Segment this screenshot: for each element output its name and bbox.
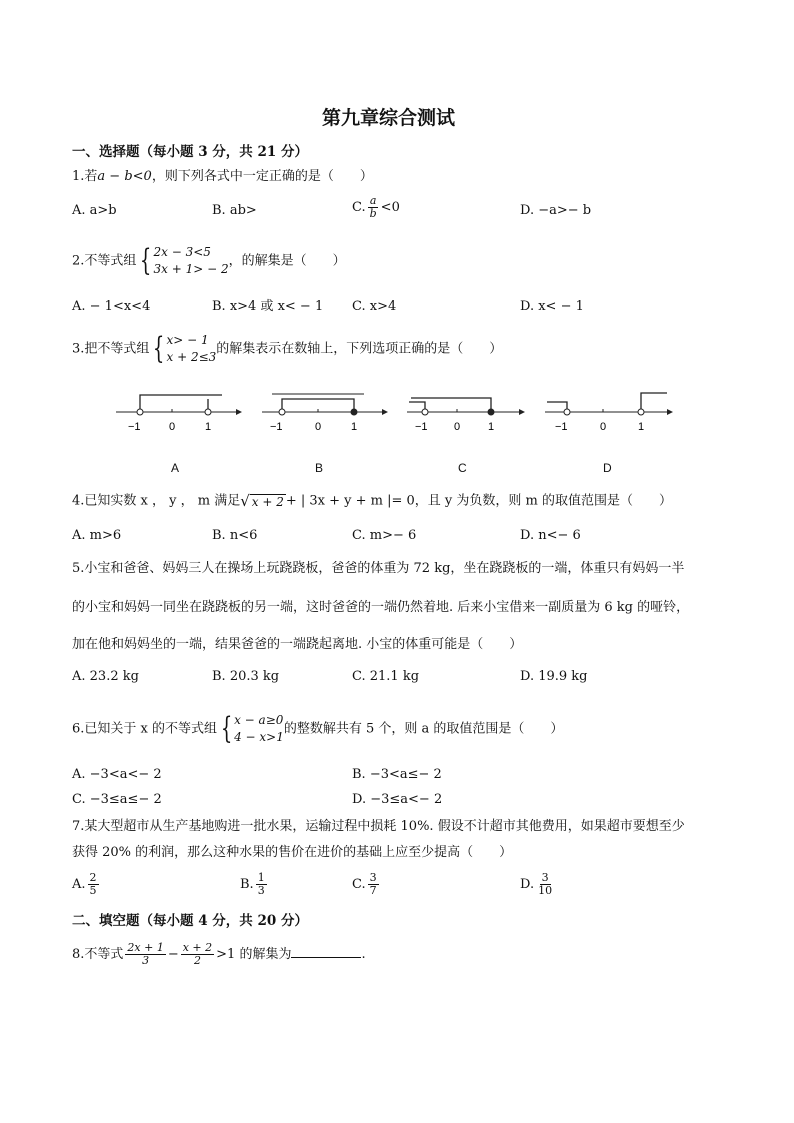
question-2-stem (72, 244, 346, 278)
q2-prefix: 2.不等式组 (72, 253, 137, 269)
q3a-tick-0: 0 (169, 421, 176, 433)
q1-c-tail: <0 (380, 200, 400, 215)
q8-fraction-2: $\frac{x + 2}{2}$ (182, 941, 213, 967)
q4-sqrt: √ x + 2 (240, 492, 284, 510)
q8-minus: − (167, 947, 179, 962)
q3-numberline-a[interactable] (112, 385, 242, 435)
q1-expr: a − b<0 (97, 169, 152, 184)
q3c-tick-neg1: −1 (415, 421, 428, 433)
q3-suffix: 的解集表示在数轴上，下列选项正确的是（ ） (216, 341, 503, 357)
q7-option-d[interactable]: D. $\frac{3}{10}$ (520, 871, 553, 897)
q5-option-b[interactable]: B. 20.3 kg (212, 669, 280, 684)
q3-label-a: A (171, 461, 180, 475)
q8-fraction-1: $\frac{2x + 1}{3}$ (127, 941, 164, 967)
question-8-stem (72, 942, 366, 967)
q3b-tick-0: 0 (315, 421, 322, 433)
q1-option-b[interactable]: B. ab> (212, 203, 257, 218)
q3-numberline-c[interactable] (405, 385, 525, 435)
q7-b-fraction: $\frac{1}{3}$ (257, 871, 265, 897)
q2-option-c[interactable]: C. x>4 (352, 299, 397, 314)
q4-option-b[interactable]: B. n<6 (212, 528, 258, 543)
q5-line-2: 的小宝和妈妈一同坐在跷跷板的另一端，这时爸爸的一端仍然着地. 后来小宝借来一副质量为 6 kg 的哑铃， (72, 600, 690, 615)
q1-option-a[interactable]: A. a>b (72, 203, 117, 218)
q1-option-d[interactable]: D. −a>− b (520, 203, 592, 218)
q4-option-d[interactable]: D. n<− 6 (520, 528, 581, 543)
q6-option-d[interactable]: D. −3≤a<− 2 (352, 792, 443, 807)
q8-answer-blank[interactable] (291, 943, 361, 958)
q6-option-c[interactable]: C. −3≤a≤− 2 (72, 792, 162, 807)
q3a-tick-neg1: −1 (128, 421, 141, 433)
q3-system: { x> − 1 x + 2≤3 (153, 331, 217, 366)
q7-option-b[interactable]: B. $\frac{1}{3}$ (240, 871, 265, 897)
q3-prefix: 3.把不等式组 (72, 341, 150, 357)
q7-option-c[interactable]: C. $\frac{3}{7}$ (352, 871, 377, 897)
q4-option-c[interactable]: C. m>− 6 (352, 528, 417, 543)
q6-suffix: 的整数解共有 5 个，则 a 的取值范围是（ ） (283, 721, 564, 737)
question-3-stem (72, 332, 502, 366)
q1-c-fraction: $\frac{a}{b}$ (369, 194, 377, 220)
q7-option-a[interactable]: A. $\frac{2}{5}$ (72, 871, 97, 897)
q1-option-c[interactable] (352, 195, 400, 220)
q2-option-a[interactable]: A. − 1<x<4 (72, 299, 151, 314)
q4-prefix: 4.已知实数 x ， y ， m 满足 (72, 493, 241, 509)
q3-numberline-b[interactable] (258, 385, 388, 435)
q8-mid: >1 的解集为 (216, 947, 292, 962)
q2-system: { 2x − 3<5 3x + 1> − 2 (140, 243, 229, 278)
q6-option-b[interactable]: B. −3<a≤− 2 (352, 767, 442, 782)
q6-option-a[interactable]: A. −3<a<− 2 (72, 767, 162, 782)
q5-line-1: 5.小宝和爸爸、妈妈三人在操场上玩跷跷板，爸爸的体重为 72 kg，坐在跷跷板的一端，体重只有妈妈一半 (72, 561, 685, 576)
q8-prefix: 8.不等式 (72, 947, 124, 962)
q7-line-2: 获得 20% 的利润，那么这种水果的售价在进价的基础上应至少提高（ ） (72, 845, 513, 860)
q7-c-fraction: $\frac{3}{7}$ (369, 871, 377, 897)
q6-system: { x − a≥0 4 − x>1 (220, 711, 284, 746)
q3-label-c: C (458, 461, 467, 475)
q6-prefix: 6.已知关于 x 的不等式组 (72, 721, 217, 737)
q3b-tick-neg1: −1 (270, 421, 283, 433)
q1-prefix: 1.若 (72, 169, 98, 184)
q2-option-d[interactable]: D. x< − 1 (520, 299, 584, 314)
q3a-tick-1: 1 (205, 421, 212, 433)
q3b-tick-1: 1 (351, 421, 358, 433)
q4-option-a[interactable]: A. m>6 (72, 528, 122, 543)
q3c-tick-1: 1 (488, 421, 495, 433)
page-title: 第九章综合测试 (322, 107, 456, 129)
q2-option-b[interactable]: B. x>4 或 x< − 1 (212, 299, 324, 314)
section-heading-fill: 二、填空题（每小题 4 分，共 20 分） (72, 913, 308, 929)
q7-d-fraction: $\frac{3}{10}$ (538, 871, 553, 897)
q3-label-d: D (603, 461, 612, 475)
q3-numberline-d[interactable] (543, 385, 673, 435)
q3c-tick-0: 0 (454, 421, 461, 433)
q1-suffix: ，则下列各式中一定正确的是（ ） (151, 169, 373, 184)
q8-end: . (361, 947, 366, 962)
q5-option-d[interactable]: D. 19.9 kg (520, 669, 588, 684)
q7-a-fraction: $\frac{2}{5}$ (89, 871, 97, 897)
q2-suffix: ，的解集是（ ） (228, 253, 346, 269)
q3-label-b: B (315, 461, 324, 475)
q3d-tick-neg1: −1 (555, 421, 568, 433)
question-4-stem (72, 492, 672, 511)
q3d-tick-0: 0 (600, 421, 607, 433)
q4-rest: + | 3x + y + m |= 0，且 y 为负数，则 m 的取值范围是（ ） (285, 493, 672, 509)
section-heading-choice: 一、选择题（每小题 3 分，共 21 分） (72, 144, 308, 160)
q3d-tick-1: 1 (638, 421, 645, 433)
q5-option-a[interactable]: A. 23.2 kg (72, 669, 139, 684)
q5-line-3: 加在他和妈妈坐的一端，结果爸爸的一端跷起离地. 小宝的体重可能是（ ） (72, 637, 523, 652)
q5-option-c[interactable]: C. 21.1 kg (352, 669, 420, 684)
q7-line-1: 7.某大型超市从生产基地购进一批水果，运输过程中损耗 10%. 假设不计超市其他费用，如果超市要想至少 (72, 819, 685, 834)
question-1-stem (72, 168, 373, 186)
question-6-stem (72, 712, 563, 746)
q1-c-label: C. (352, 200, 366, 215)
